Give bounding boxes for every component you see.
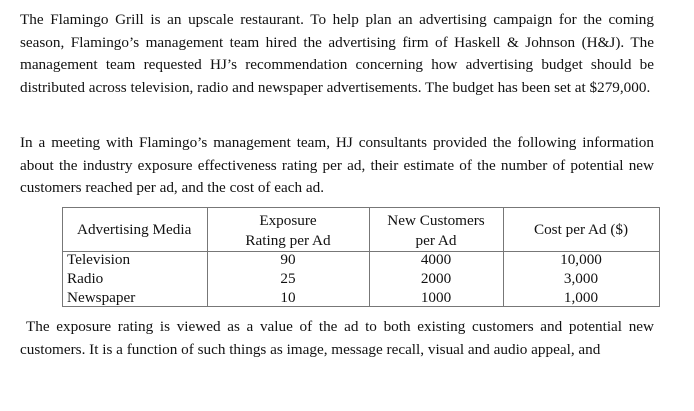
table-cell-customers: 1000	[420, 289, 452, 306]
table-cell-media: Radio	[67, 270, 104, 287]
exposure-paragraph: The exposure rating is viewed as a value of the ad to both existing customers and potential new customers. It is a function of such things as image, message recall, visual and audio appeal, and	[20, 318, 654, 358]
header-exposure-line2: Rating per Ad	[245, 232, 331, 249]
table-cell-customers: 4000	[420, 251, 452, 268]
table-cell-customers: 2000	[420, 270, 452, 287]
table-cell-cost: 10,000	[560, 251, 602, 268]
table-cell-cost: 3,000	[563, 270, 599, 287]
table-cell-media: Newspaper	[67, 289, 136, 306]
table-cell-cost: 1,000	[563, 289, 599, 306]
advertising-table	[62, 207, 660, 307]
table-cell-media: Television	[67, 251, 131, 268]
header-customers-line1: New Customers	[387, 212, 485, 229]
meeting-paragraph: In a meeting with Flamingo’s management team, HJ consultants provided the following information about the industry exposure effectiveness rating per ad, their estimate of the number of potential new customers reached per ad, and the cost of each ad.	[20, 134, 654, 196]
intro-paragraph: The Flamingo Grill is an upscale restaurant. To help plan an advertising campaign for the coming season, Flamingo’s management team hired the advertising firm of Haskell & Johnson (H&J). The management team requested HJ’s recommendation concerning how advertising budget should be distributed across television, radio and newspaper advertisements. The budget has been set at $279,000.	[20, 11, 654, 96]
header-customers-line2: per Ad	[415, 232, 457, 249]
header-cost-per-ad: Cost per Ad ($)	[533, 221, 629, 238]
table-cell-exposure: 90	[280, 251, 296, 268]
table-cell-exposure: 10	[280, 289, 296, 306]
header-exposure-line1: Exposure	[259, 212, 317, 229]
table-cell-exposure: 25	[280, 270, 296, 287]
header-advertising-media: Advertising Media	[77, 221, 192, 238]
